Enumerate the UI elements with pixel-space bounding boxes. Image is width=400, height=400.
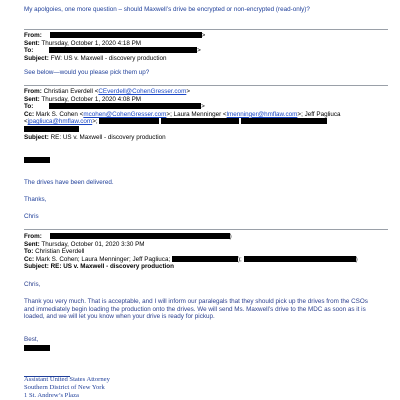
from-label: From: (24, 88, 42, 95)
to-label: To: (24, 47, 34, 55)
email3-from-line: From: ) (24, 233, 232, 240)
divider (24, 85, 388, 86)
email2-cc-line-2: <jpagliuca@hmflaw.com>; (24, 118, 327, 126)
email2-body: The drives have been delivered. (24, 179, 114, 186)
signature-title: Assistant United States Attorney (24, 376, 110, 383)
redaction (50, 233, 230, 239)
subject-value: RE: US v. Maxwell - discovery production (50, 263, 174, 271)
signature-office: Southern District of New York (24, 384, 105, 391)
sent-value: Thursday, October 1, 2020 4:08 PM (41, 95, 142, 103)
from-label: From: (24, 233, 42, 240)
redaction (49, 103, 201, 109)
cc-email-link[interactable]: jpagliuca@hmflaw.com (27, 118, 93, 126)
sent-label: Sent: (24, 39, 40, 47)
to-label: To: (24, 248, 34, 256)
top-note: My apolgoies, one more question – should Maxwell’s drive be encrypted or non-encrypted (read-only)? (24, 6, 310, 13)
divider (24, 29, 388, 30)
email3-greeting: Chris, (24, 281, 41, 288)
cc-email-link[interactable]: mcohen@CohenGresser.com (83, 110, 167, 118)
sent-value: Thursday, October 01, 2020 3:30 PM (41, 240, 145, 248)
email1-subject-line (24, 55, 167, 63)
email2-signature: Chris (24, 213, 39, 220)
subject-value: RE: US v. Maxwell - discovery production (50, 133, 166, 141)
email2-from-line: From: Christian Everdell <CEverdell@CohenGresser.com> (24, 88, 190, 95)
subject-label: Subject: (24, 133, 49, 141)
from-label: From: (24, 32, 42, 39)
redaction (50, 32, 202, 38)
email1-from-line: From: > (24, 32, 206, 39)
redaction (24, 345, 50, 351)
subject-value: FW: US v. Maxwell - discovery production (50, 54, 167, 62)
redaction (172, 256, 238, 262)
cc-email-link[interactable]: lmenninger@hmflaw.com (226, 110, 298, 118)
divider (24, 229, 388, 230)
email1-sent-line (24, 40, 141, 48)
cc-value: Mark S. Cohen; Laura Menninger; Jeff Pagliuca; (35, 255, 171, 263)
to-label: To: (24, 103, 34, 111)
email2-greeting (24, 157, 50, 165)
from-email-link[interactable]: CEverdell@CohenGresser.com (98, 88, 187, 95)
subject-label: Subject: (24, 263, 49, 271)
redaction (24, 157, 50, 163)
sent-value: Thursday, October 1, 2020 4:18 PM (41, 39, 142, 47)
redaction (161, 118, 239, 124)
email3-closing: Best, (24, 336, 39, 343)
email1-to-line: To: > (24, 47, 201, 55)
email2-cc-line: Cc: Mark S. Cohen <mcohen@CohenGresser.com>; Laura Menninger <lmenninger@hmflaw.com>; Jeff Pagliuca (24, 110, 341, 118)
redaction (49, 47, 197, 53)
email3-to-line (24, 248, 84, 256)
email2-cc-line-3 (24, 126, 79, 134)
redaction (244, 256, 356, 262)
email3-body: Thank you very much. That is acceptable, and I will inform our paralegals that they should pick up the drives from the CSOs and immediately begin loading the production onto the drives. We will send Ms. Maxwell’s drive to the MDC as soon as it is loaded, and we will let you know when your drive is ready for pickup. (24, 298, 368, 321)
email3-sender-name (24, 345, 50, 353)
sent-label: Sent: (24, 240, 40, 248)
sent-label: Sent: (24, 95, 40, 103)
email2-sent-line (24, 96, 141, 104)
redaction (24, 126, 79, 132)
redaction (99, 118, 159, 124)
email2-thanks: Thanks, (24, 196, 47, 203)
email3-sent-line (24, 241, 145, 249)
signature-address: 1 St. Andrew’s Plaza (24, 392, 79, 399)
redaction (241, 118, 327, 124)
email3-subject-line (24, 263, 174, 271)
email1-body: See below—would you please pick them up? (24, 69, 150, 76)
cc-label: Cc: (24, 255, 35, 263)
from-name: Christian Everdell < (43, 88, 99, 95)
email2-to-line: To: > (24, 103, 205, 111)
cc-label: Cc: (24, 110, 35, 118)
subject-label: Subject: (24, 54, 49, 62)
email3-cc-line: Cc: Mark S. Cohen; Laura Menninger; Jeff Pagliuca; ); ) (24, 255, 358, 263)
to-value: Christian Everdell (35, 248, 85, 256)
email2-subject-line (24, 134, 166, 142)
